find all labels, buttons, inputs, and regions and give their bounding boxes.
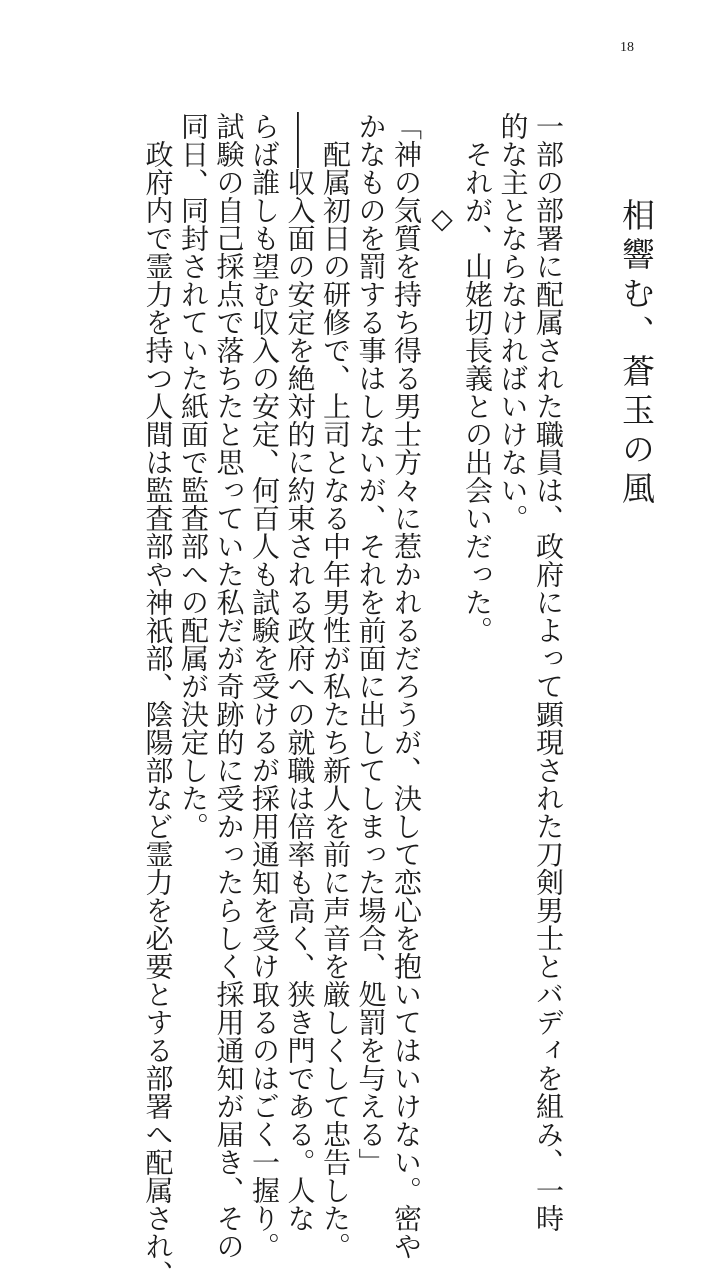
text-line: 「神の気質を持ち得る男士方々に惹かれるだろうが、決して恋心を抱いてはいけない。密や xyxy=(390,112,423,1260)
chapter-title: 相響む、蒼玉の風 xyxy=(617,198,656,510)
text-line: ――収入面の安定を絶対的に約束される政府への就職は倍率も高く、狭き門である。人な xyxy=(283,112,317,1232)
text-line: 政府内で霊力を持つ人間は監査部や神祇部、陰陽部など霊力を必要とする部署へ配属され、 xyxy=(141,112,175,1288)
body-text xyxy=(140,112,566,1288)
text-line: 試験の自己採点で落ちたと思っていた私だが奇跡的に受かったらしく採用通知が届き、その xyxy=(212,112,246,1260)
text-line: それが、山姥切長義との出会いだった。 xyxy=(461,112,494,644)
text-line: かなものを罰する事はしないが、それを前面に出してしまった場合、処罰を与える」 xyxy=(354,112,388,1176)
text-line: 同日、同封されていた紙面で監査部への配属が決定した。 xyxy=(177,112,210,840)
text-line: 配属初日の研修で、上司となる中年男性が私たち新人を前に声音を厳しくして忠告した。 xyxy=(319,112,352,1260)
text-line: らば誰しも望む収入の安定、何百人も試験を受けるが採用通知を受け取るのはごく一握り。 xyxy=(248,112,281,1260)
page-number: 18 xyxy=(620,40,634,55)
text-line: 的な主とならなければいけない。 xyxy=(496,112,530,532)
section-separator xyxy=(424,112,460,1002)
text-line: 一部の部署に配属された職員は、政府によって顕現された刀剣男士とバディを組み、一時 xyxy=(532,112,565,1232)
diamond-separator-icon: ◇ xyxy=(425,202,459,235)
